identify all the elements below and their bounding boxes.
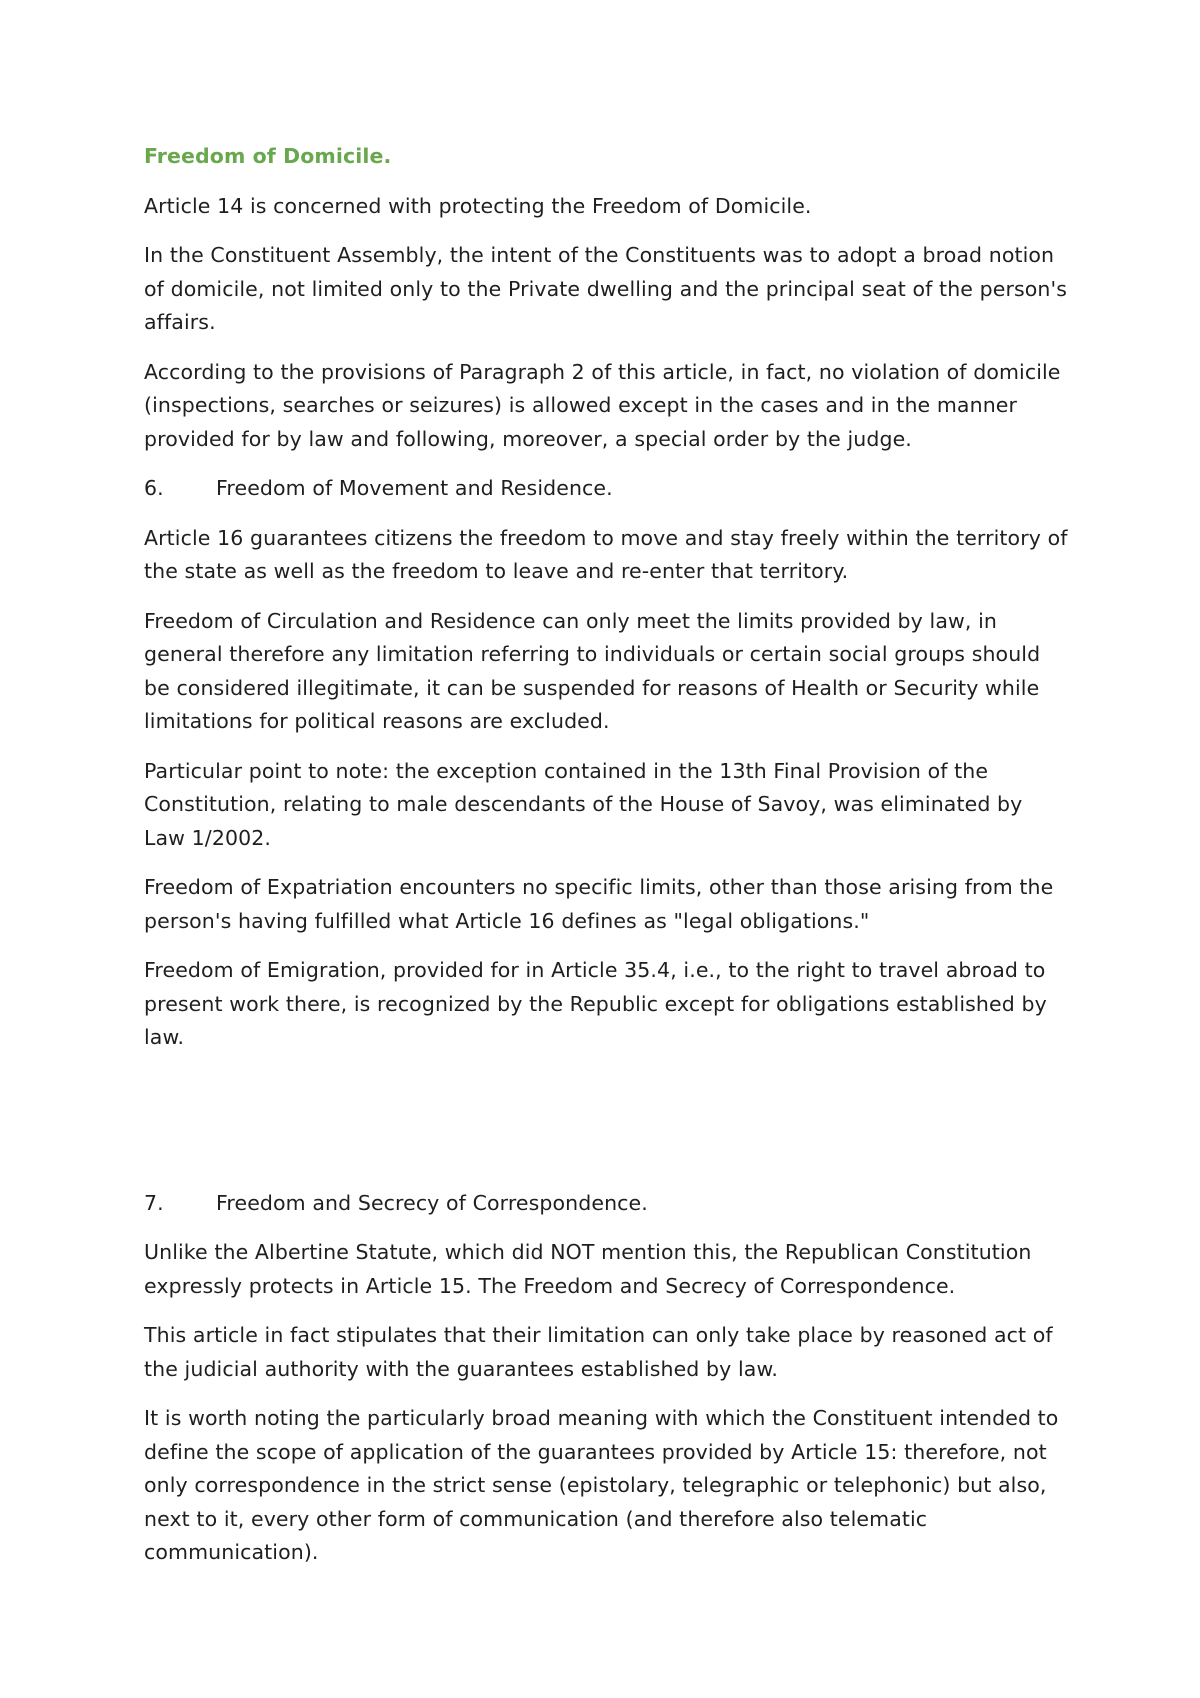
paragraph-article14: Article 14 is concerned with protecting the Freedom of Domicile. xyxy=(144,193,812,218)
paragraph-circulation: Freedom of Circulation and Residence can only meet the limits provided by law, in general therefore any limitation referring to individuals or certain social groups should be considered illegitimate, it can be suspended for reasons of Health or Security while limitations for political reasons are excluded. xyxy=(144,608,1041,733)
paragraph-article16: Article 16 guarantees citizens the freedom to move and stay freely within the territory of the state as well as the freedom to leave and re-enter that territory. xyxy=(144,525,1068,583)
item-title: Freedom and Secrecy of Correspondence. xyxy=(216,1190,648,1215)
paragraph-emigration: Freedom of Emigration, provided for in Article 35.4, i.e., to the right to travel abroad to present work there, is recognized by the Republic except for obligations established by law. xyxy=(144,958,1047,1049)
item-number: 6. xyxy=(144,476,164,500)
paragraph-constituent-assembly: In the Constituent Assembly, the intent of the Constituents was to adopt a broad notion of domicile, not limited only to the Private dwelling and the principal seat of the person's affairs. xyxy=(144,243,1068,334)
paragraph-paragraph2: According to the provisions of Paragraph 2 of this article, in fact, no violation of domicile (inspections, searches or seizures) is allowed except in the cases and in the manner provided for by law and following, moreover, a special order by the judge. xyxy=(144,359,1061,451)
blank-space xyxy=(144,1071,1069,1187)
numbered-heading-7 xyxy=(144,1187,1069,1221)
item-number: 7. xyxy=(144,1190,164,1215)
paragraph-albertine: Unlike the Albertine Statute, which did NOT mention this, the Republican Constitution expressly protects in Article 15. The Freedom and Secrecy of Correspondence. xyxy=(144,1240,1032,1298)
item-title: Freedom of Movement and Residence. xyxy=(216,476,613,500)
paragraph-expatriation: Freedom of Expatriation encounters no specific limits, other than those arising from the person's having fulfilled what Article 16 defines as "legal obligations." xyxy=(144,875,1054,933)
paragraph-savoy: Particular point to note: the exception contained in the 13th Final Provision of the Constitution, relating to male descendants of the House of Savoy, was eliminated by Law 1/2002. xyxy=(144,758,1023,850)
numbered-heading-6 xyxy=(144,472,1069,506)
paragraph-limitation: This article in fact stipulates that their limitation can only take place by reasoned act of the judicial authority with the guarantees established by law. xyxy=(144,1323,1053,1381)
document-page xyxy=(144,140,1069,1586)
paragraph-broad-meaning: It is worth noting the particularly broad meaning with which the Constituent intended to define the scope of application of the guarantees provided by Article 15: therefore, not only correspondence in the strict sense (epistolary, telegraphic or telephonic) but also, next to it, every other form of communication (and therefore also telematic communication). xyxy=(144,1406,1059,1564)
section-heading: Freedom of Domicile. xyxy=(144,144,392,168)
